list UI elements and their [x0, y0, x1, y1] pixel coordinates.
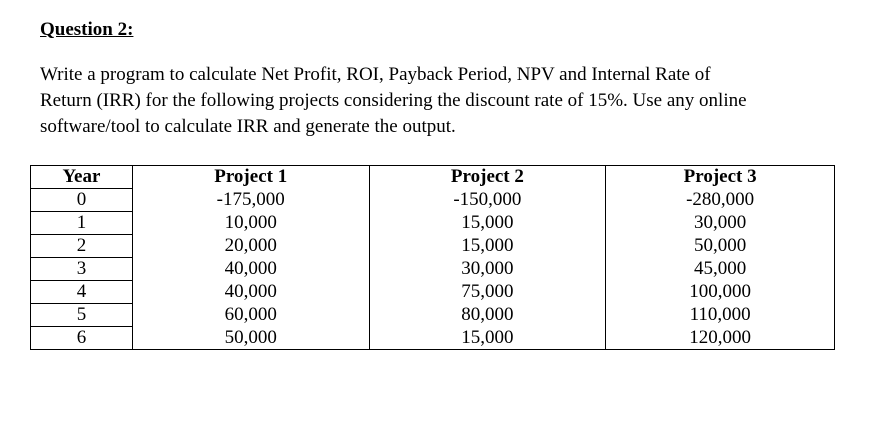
project-2-cell: 15,000: [369, 212, 606, 235]
project-2-cell: 15,000: [369, 235, 606, 258]
table-row: [31, 189, 835, 212]
question-text-line: software/tool to calculate IRR and generate the output.: [40, 116, 456, 137]
year-cell: 5: [31, 304, 133, 327]
cash-flow-table: [30, 165, 835, 350]
project-1-cell: 20,000: [132, 235, 369, 258]
project-1-cell: 40,000: [132, 281, 369, 304]
year-cell: 6: [31, 327, 133, 350]
table-row: [31, 304, 835, 327]
table-header-row: [31, 166, 835, 189]
project-1-cell: 60,000: [132, 304, 369, 327]
column-header-year: Year: [31, 166, 133, 189]
project-3-cell: 30,000: [606, 212, 835, 235]
project-1-cell: -175,000: [132, 189, 369, 212]
question-text: [40, 62, 840, 140]
question-heading: Question 2:: [40, 19, 134, 40]
table-row: [31, 235, 835, 258]
project-2-cell: 30,000: [369, 258, 606, 281]
column-header-project-3: Project 3: [606, 166, 835, 189]
year-cell: 3: [31, 258, 133, 281]
column-header-project-2: Project 2: [369, 166, 606, 189]
project-3-cell: 100,000: [606, 281, 835, 304]
table-row: [31, 327, 835, 350]
project-2-cell: -150,000: [369, 189, 606, 212]
project-3-cell: 120,000: [606, 327, 835, 350]
table-row: [31, 281, 835, 304]
table-row: [31, 212, 835, 235]
project-3-cell: 110,000: [606, 304, 835, 327]
year-cell: 4: [31, 281, 133, 304]
project-1-cell: 10,000: [132, 212, 369, 235]
table-row: [31, 258, 835, 281]
column-header-project-1: Project 1: [132, 166, 369, 189]
project-2-cell: 80,000: [369, 304, 606, 327]
year-cell: 1: [31, 212, 133, 235]
project-1-cell: 40,000: [132, 258, 369, 281]
project-3-cell: -280,000: [606, 189, 835, 212]
project-3-cell: 45,000: [606, 258, 835, 281]
project-3-cell: 50,000: [606, 235, 835, 258]
project-2-cell: 15,000: [369, 327, 606, 350]
question-text-line: Return (IRR) for the following projects considering the discount rate of 15%. Use any online: [40, 90, 747, 111]
question-text-line: Write a program to calculate Net Profit, ROI, Payback Period, NPV and Internal Rate of: [40, 64, 711, 85]
project-2-cell: 75,000: [369, 281, 606, 304]
year-cell: 2: [31, 235, 133, 258]
year-cell: 0: [31, 189, 133, 212]
project-1-cell: 50,000: [132, 327, 369, 350]
